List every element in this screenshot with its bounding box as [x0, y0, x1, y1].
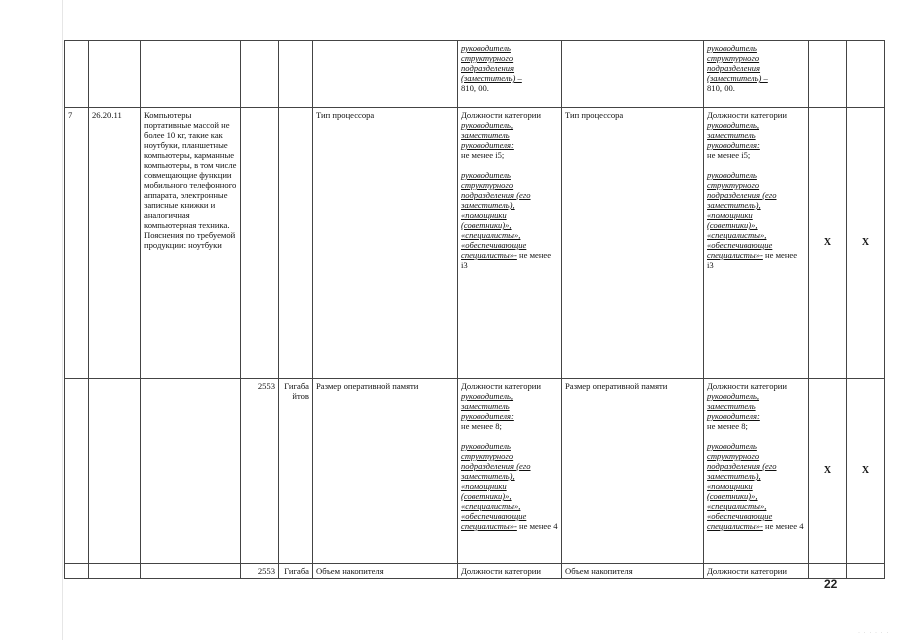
- cell-code: 2553: [241, 564, 279, 579]
- cell-value-b: Должности категории: [704, 564, 809, 579]
- text-head: Должности категории: [461, 381, 542, 391]
- cell-characteristic: [313, 41, 458, 108]
- text-value: не менее i5;: [707, 150, 751, 160]
- cell-index: [65, 379, 89, 564]
- page-number: 22: [824, 577, 838, 591]
- cell-mark-2: [847, 564, 885, 579]
- cell-value-a: [458, 379, 562, 564]
- cell-description: [141, 41, 241, 108]
- cell-value-a: Должности категории: [458, 564, 562, 579]
- text-value: не менее i5;: [461, 150, 505, 160]
- text-underlined: руководитель, заместитель руководителя:: [707, 120, 760, 150]
- cell-mark-2: [847, 41, 885, 108]
- text-value: не менее 4: [765, 521, 804, 531]
- cell-characteristic-b: Объем накопителя: [562, 564, 704, 579]
- scan-edge-line: [62, 0, 63, 640]
- cell-characteristic-b: Размер оперативной памяти: [562, 379, 704, 564]
- scan-artifact: · · · · · ·: [858, 630, 890, 636]
- text-value: не менее i3: [707, 250, 798, 270]
- text-line: подразделения: [707, 63, 761, 73]
- cell-mark-2: X: [847, 108, 885, 379]
- cell-value-a: [458, 41, 562, 108]
- cell-mark-1: X: [809, 379, 847, 564]
- cell-unit: Гигаба йтов: [279, 379, 313, 564]
- table-row-continuation: [65, 41, 885, 108]
- cell-unit: Гигаба: [279, 564, 313, 579]
- text-underlined: руководитель структурного подразделения (его заместитель), «помощники (советники)», «специалисты», «обеспечивающие специалисты»-: [461, 170, 531, 260]
- cell-mark-1: X: [809, 108, 847, 379]
- table-row-ram: [65, 379, 885, 564]
- text-underlined: руководитель структурного подразделения (его заместитель), «помощники (советники)», «специалисты», «обеспечивающие специалисты»-: [707, 170, 777, 260]
- table-row-processor: [65, 108, 885, 379]
- cell-characteristic-b: Тип процессора: [562, 108, 704, 379]
- cell-okpd: [89, 564, 141, 579]
- cell-unit: [279, 41, 313, 108]
- text-underlined: руководитель структурного подразделения (его заместитель), «помощники (советники)», «специалисты», «обеспечивающие специалисты»-: [461, 441, 531, 531]
- cell-characteristic: Объем накопителя: [313, 564, 458, 579]
- cell-value-a: [458, 108, 562, 379]
- cell-index: [65, 564, 89, 579]
- text-underlined: руководитель, заместитель руководителя:: [461, 120, 514, 150]
- table-row-storage: [65, 564, 885, 579]
- cell-mark-1: [809, 41, 847, 108]
- cell-unit: [279, 108, 313, 379]
- text-line: (заместитель) –: [461, 73, 522, 83]
- text-value: 810, 00.: [461, 83, 489, 93]
- text-line: структурного: [707, 53, 760, 63]
- cell-characteristic-b: [562, 41, 704, 108]
- cell-description: [141, 564, 241, 579]
- cell-okpd: [89, 41, 141, 108]
- cell-characteristic: Размер оперативной памяти: [313, 379, 458, 564]
- text-value: не менее 8;: [461, 421, 502, 431]
- cell-index: 7: [65, 108, 89, 379]
- text-underlined: руководитель, заместитель руководителя:: [707, 391, 760, 421]
- cell-value-b: [704, 108, 809, 379]
- text-line: структурного: [461, 53, 514, 63]
- cell-index: [65, 41, 89, 108]
- text-head: Должности категории: [707, 381, 788, 391]
- cell-code: [241, 108, 279, 379]
- cell-description: [141, 379, 241, 564]
- cell-code: [241, 41, 279, 108]
- text-head: Должности категории: [707, 110, 788, 120]
- text-line: (заместитель) –: [707, 73, 768, 83]
- text-line: руководитель: [461, 43, 511, 53]
- text-line: руководитель: [707, 43, 757, 53]
- cell-mark-2: X: [847, 379, 885, 564]
- text-underlined: руководитель структурного подразделения (его заместитель), «помощники (советники)», «специалисты», «обеспечивающие специалисты»-: [707, 441, 777, 531]
- text-value: не менее 4: [519, 521, 558, 531]
- cell-characteristic: Тип процессора: [313, 108, 458, 379]
- cell-okpd: [89, 379, 141, 564]
- cell-code: 2553: [241, 379, 279, 564]
- text-value: не менее i3: [461, 250, 552, 270]
- specification-table: [64, 40, 885, 579]
- cell-value-b: [704, 379, 809, 564]
- cell-value-b: [704, 41, 809, 108]
- cell-okpd: 26.20.11: [89, 108, 141, 379]
- text-value: не менее 8;: [707, 421, 748, 431]
- text-line: подразделения: [461, 63, 515, 73]
- text-underlined: руководитель, заместитель руководителя:: [461, 391, 514, 421]
- text-value: 810, 00.: [707, 83, 735, 93]
- cell-description: Компьютеры портативные массой не более 10 кг, такие как ноутбуки, планшетные компьютеры, карманные компьютеры, в том числе совмещающие функции мобильного телефонного аппарата, электронные записные книжки и аналогичная компьютерная техника. Пояснения по требуемой продукции: ноутбуки: [141, 108, 241, 379]
- text-head: Должности категории: [461, 110, 542, 120]
